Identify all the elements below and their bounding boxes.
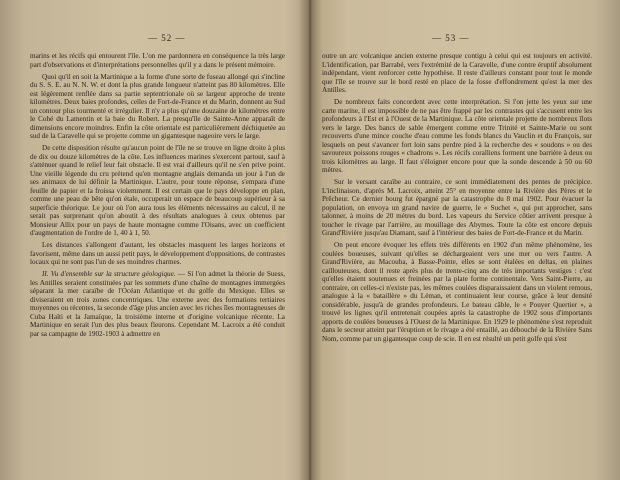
left-page-text	[30, 52, 285, 342]
section-paragraph	[30, 270, 285, 338]
page-number-left: — 52 —	[148, 33, 186, 43]
right-page-text	[322, 52, 592, 347]
paragraph: marins et les récifs qui entourent l'île. L'on me pardonnera en conséquence la très large part d'observations et d'interprétations personnelles qu'il y a dans le présent mémoire.	[30, 52, 285, 69]
right-page	[310, 0, 620, 480]
left-page	[0, 0, 305, 480]
section-heading: II. Vu d'ensemble sur la structure géologique.	[42, 270, 176, 278]
page-number-right: — 53 —	[432, 33, 470, 43]
paragraph: De nombreux faits concordent avec cette interprétation. Si l'on jette les yeux sur une carte marine, il est impossible de ne pas être frappé par les contrastes qui s'accusent entre les profondeurs à l'Est et à l'Ouest de la Martinique. La côte orientale projette de nombreux îlots vers le large. Des bancs de sable émergent comme entre Trinité et Sainte-Marie ou sont recouverts d'une mince couche d'eau comme les fonds blancs du Vauclin et du François, sur lesquels on peut s'avancer fort loin sans perdre pied à la recherche des « soudons » ou des savoureux poissons rouges « chadrons ». Les récifs coralliens forment une barrière à deux ou trois kilomètres au large. Il faut s'éloigner encore pour que la sonde descende à 50 ou 60 mètres.	[322, 98, 592, 174]
paragraph: outre un arc volcanique ancien externe presque contigu à celui qui est toujours en activité. L'identification, par Barrabé, vers l'extrémité de la Caravelle, d'une contre éruptif absolument indépendant, vient renforcer cette hypothèse. Il reste d'ailleurs constant pour tout le monde que l'île se trouve sur le bord resté en place de la fosse d'effondrement qu'est la mer des Antilles.	[322, 52, 592, 94]
paragraph: Quoi qu'il en soit la Martinique a la forme d'une sorte de fuseau allongé qui s'incline du S. S. E. au N. N. W. et dont la plus grande longueur n'atteint pas 80 kilomètres. Elle est légèrement renflée dans sa partie septentrionale où se largeur approche de trente kilomètres. Deux baies profondes, celles de Fort-de-France et du Marin, donnent au Sud un contour plus tourmenté et irrégulier. Il n'y a plus qu'une douzaine de kilomètres entre le Cohé du Lamentin et la baie du Robert. La presqu'île de Sainte-Anne apparaît de dimensions encore moindres. Enfin la côte orientale est particulièrement déchiquetée au sud de la Caravelle qui se projette comme un gigantesque nageoire vers le large.	[30, 72, 285, 140]
paragraph: On peut encore évoquer les effets très différents en 1902 d'un même phénomène, les coulées boueuses, suivant qu'elles se déchargeaient vers une mer ou vers l'autre. A Grand'Rivière, au Macouba, à Basse-Pointe, elles se sont étalées en deltas, en plaines caillouteuses, dont il reste après plus de trente-cinq ans de très importants vestiges : c'est qu'elles étaient soutenues et freinées par la plate forme continentale. Vers Saint-Pierre, au contraire, on celles-ci n'existe pas, les mêmes coulées disparaissaient dans un violent remous, analogue à la « bataillère » du Léman, et continuaient leur course, grâce à leur densité considérable, jusqu'à de grandes profondeurs. Le bateau câble, le « Pouyer Quertier », a trouvé les lignes qu'il entretenait coupées après la catastrophe de 1902 sous d'importants apports de coulées boueuses à l'Ouest de la Martinique. En 1929 le phénomène s'est reproduit dans le secteur atteint par l'éruption et le rivage a été entaillé, au débouché de la Rivière Sans Nom, comme par un gigantesque coup de scie. Il en est résulté un petit golfe qui s'est	[322, 241, 592, 343]
paragraph: Les distances s'allongent d'autant, les obstacles masquent les larges horizons et favorisent, même dans un aussi petit pays, le développement d'oppositions, de contrastes locaux qui ne sont pas l'un de ses moindres charmes.	[30, 241, 285, 266]
paragraph: Sur le versant caraïbe au contraire, ce sont immédiatement des pentes de précipice. L'inclinaison, d'après M. Lacroix, atteint 25° en moyenne entre la Rivière des Pères et le Prêcheur. Ce dernier bourg fut épargné par la catastrophe du 8 mai 1902. Pour évacuer la population, on envoya un grand navire de guerre, le « Suchet », qui put approcher, sans talonner, à moins de 20 mètres du bord. Les vapeurs du Service côtier arrivent presque à toucher le rivage par l'arrière, au mouillage des Abymes. Toute la côte est encore depuis Grand'Rivière jusqu'au Diamant, sauf à l'intérieur des baies de Fort-de-France et du Marin.	[322, 178, 592, 237]
paragraph: De cette disposition résulte qu'aucun point de l'île ne se trouve en ligne droite à plus de dix ou douze kilomètres de la côte. Les influences marines s'exercent partout, sauf à s'atténuer quand le relief leur fait obstacle. Il est vrai d'ailleurs qu'il ne s'en prive point. Une vieille légende du cru prétend qu'en montagne anglais demanda un jour à l'un de ses animaux de lui définir la Martinique. L'autre, pour toute réponse, s'empara d'une feuille de papier et la froissa violemment. Il est certain que le pays développe en plan, comme une peau de bête qu'on étale, occuperait un espace de beaucoup supérieur à sa superficie théorique. Le jour où l'on aura tous les éléments nécessaires au calcul, il ne serait pas surprenant qu'on aboutit à des résultats analogues à ceux obtenus par Monsieur Allix pour un pays de haute montagne comme l'Oisans, avec un coefficient d'augmentation de l'ordre de 1, 40 à 1, 50.	[30, 144, 285, 237]
section-text: — Si l'on admet la théorie de Suess, les Antilles seraient constituées par les sommets d'une chaîne de montagnes immergées séparant la mer caraïbe de l'Océan Atlantique et du golfe du Mexique. Elles se diviseraient en trois zones concentriques. Une externe avec des formations tertiaires moyennes ou récentes, la seconde d'âge plus ancien avec les riches îles montagneuses de Cuba Haïti et la Jamaïque, la troisième interne et d'origine volcanique récente. La Martinique en serait l'un des plus beaux fleurons. Cependant M. Lacroix a été conduit par sa campagne de 1902-1903 à admettre en	[30, 270, 286, 338]
